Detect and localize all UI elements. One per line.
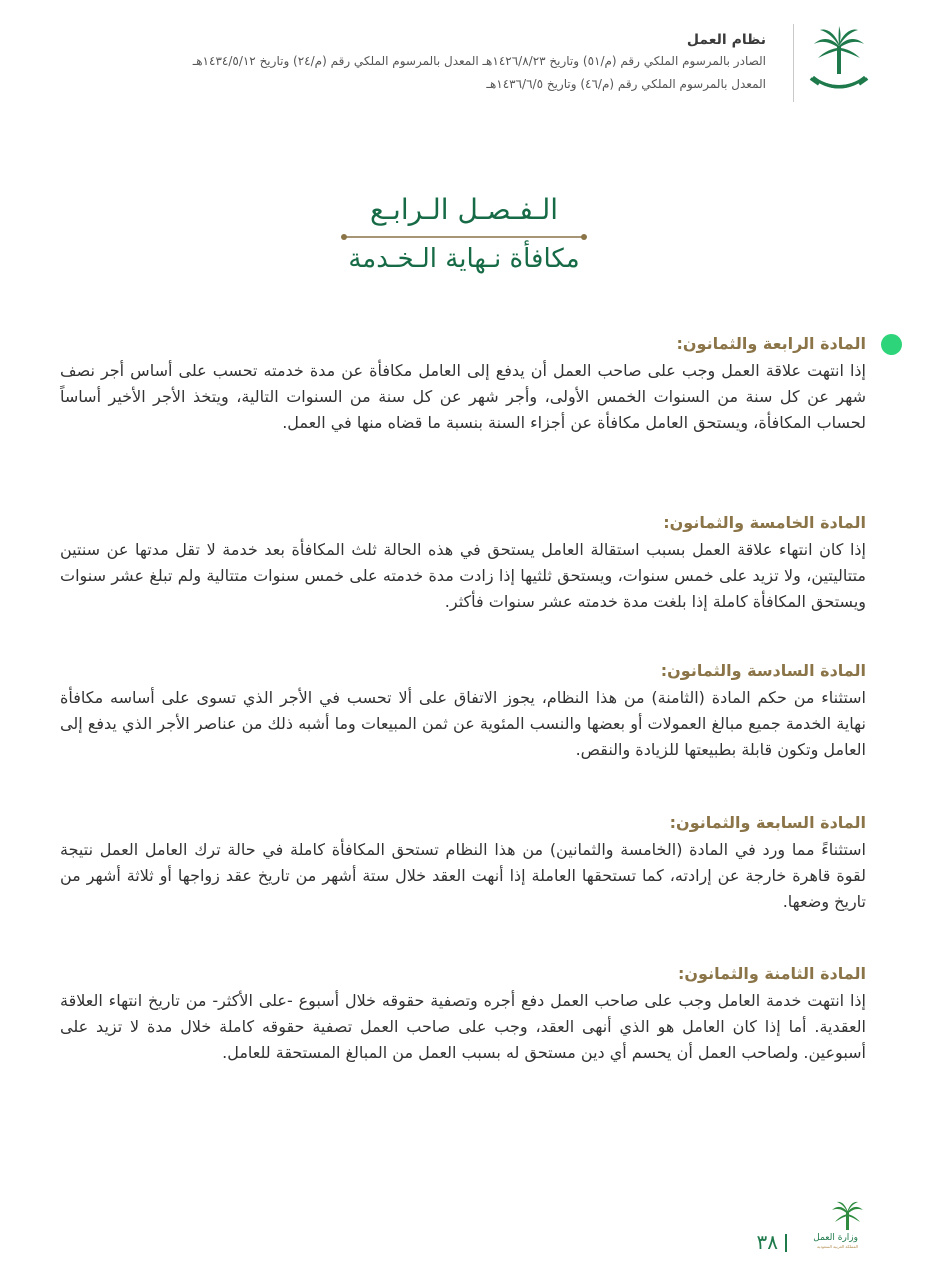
article-body: إذا كان انتهاء علاقة العمل بسبب استقالة العامل يستحق في هذه الحالة ثلث المكافأة بعد خدمة لا تقل مدتها عن سنتين متتاليتين، ولا تزيد على خمس سنوات، ويستحق ثلثيها إذا زادت مدة خدمته على خمس سنوات متتالية ولم تبلغ عشر سنوات ويستحق المكافأة كاملة إذا بلغت مدة خدمته عشر سنوات فأكثر. bbox=[60, 540, 866, 611]
article-heading: المادة الخامسة والثمانون: bbox=[663, 513, 866, 532]
article-body: استثناءً مما ورد في المادة (الخامسة والثمانين) من هذا النظام تستحق المكافأة كاملة في حالة ترك العامل العمل نتيجة لقوة قاهرة خارجة عن إرادته، كما تستحقها العاملة إذا أنهت العقد خلال ستة أشهر من تاريخ عقد زواجها أو ثلاثة أشهر من تاريخ وضعها. bbox=[60, 840, 866, 911]
ministry-name-block bbox=[798, 1232, 858, 1250]
article-84 bbox=[60, 332, 866, 436]
article-86 bbox=[60, 659, 866, 763]
decree-line-2: المعدل بالمرسوم الملكي رقم (م/٤٦) وتاريخ ١٤٣٦/٦/٥هـ bbox=[486, 77, 766, 91]
article-85 bbox=[60, 511, 866, 615]
ministry-name: وزارة العمل bbox=[813, 1233, 858, 1243]
article-body: استثناء من حكم المادة (الثامنة) من هذا النظام، يجوز الاتفاق على ألا تحسب في الأجر الذي تسوى على أساسه مكافأة نهاية الخدمة جميع مبالغ العمولات أو بعضها والنسب المئوية عن ثمن المبيعات وما أشبه ذلك من عناصر الأجر الذي يدفع إلى العامل وتكون قابلة بطبيعتها للزيادة والنقص. bbox=[60, 688, 866, 759]
article-heading: المادة الثامنة والثمانون: bbox=[678, 964, 866, 983]
article-body: إذا انتهت خدمة العامل وجب على صاحب العمل دفع أجره وتصفية حقوقه خلال أسبوع -على الأكثر- من تاريخ انتهاء العلاقة العقدية. أما إذا كان العامل هو الذي أنهى العقد، وجب على صاحب العمل تصفية حقوقه كاملة خلال مدة لا تزيد على أسبوعين. ولصاحب العمل أن يحسم أي دين مستحق له بسبب العمل من المبالغ المستحقة للعامل. bbox=[60, 991, 866, 1062]
article-heading: المادة السادسة والثمانون: bbox=[660, 661, 866, 680]
article-88 bbox=[60, 962, 866, 1066]
bullet-dot bbox=[881, 334, 902, 355]
header-divider bbox=[793, 24, 794, 102]
decree-line-1: الصادر بالمرسوم الملكي رقم (م/٥١) وتاريخ ١٤٢٦/٨/٢٣هـ المعدل بالمرسوم الملكي رقم (م/٢٤) وتاريخ ١٤٣٤/٥/١٢هـ bbox=[192, 54, 766, 68]
chapter-subtitle: مكافأة نـهاية الـخـدمة bbox=[348, 244, 580, 274]
article-body: إذا انتهت علاقة العمل وجب على صاحب العمل أن يدفع إلى العامل مكافأة عن مدة خدمته تحسب على أساس أجر نصف شهر عن كل سنة من السنوات الخمس الأولى، وأجر شهر عن كل سنة من السنوات التالية، ويتخذ الأجر الأخير أساساً لحساب المكافأة، ويستحق العامل مكافأة عن أجزاء السنة بنسبة ما قضاه منها في العمل. bbox=[60, 361, 866, 432]
article-87 bbox=[60, 811, 866, 915]
header-text bbox=[66, 30, 766, 96]
ministry-subname: المملكة العربية السعودية bbox=[816, 1244, 858, 1249]
article-heading: المادة السابعة والثمانون: bbox=[669, 813, 866, 832]
chapter-title: الـفـصـل الـرابـع bbox=[369, 193, 559, 226]
page-number: ٣٨ bbox=[756, 1230, 778, 1254]
palm-swords-emblem-icon bbox=[808, 26, 870, 98]
footer-separator bbox=[785, 1234, 787, 1252]
article-heading: المادة الرابعة والثمانون: bbox=[676, 334, 866, 353]
law-title: نظام العمل bbox=[686, 32, 766, 48]
